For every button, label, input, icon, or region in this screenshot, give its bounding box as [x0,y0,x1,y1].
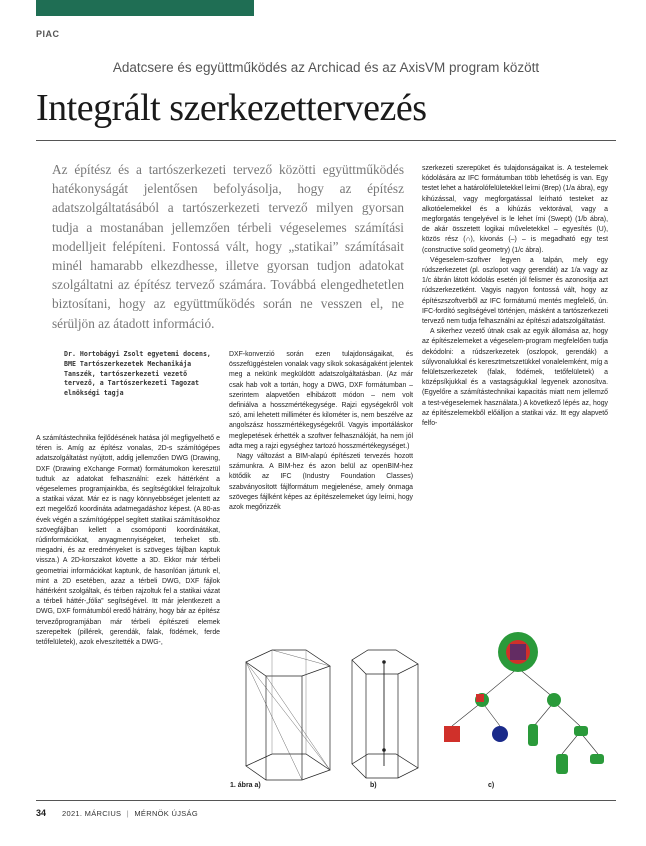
body-paragraph: A sikerhez vezető útnak csak az egyik állomása az, hogy az építészelemeket a végeselem-program megfelelően tudja dekódolni: a rúdszerkezetek (oszlopok, gerendák) a súlyvonalukkal és keresztmetszetükkel vonalelemként, míg a felületszerkezetek (falak, födémek, tetőfelületek) a középsíkjukkal és a vastagságukkal legyenek azonosítva. (Egyelőre a számítástechnikai kapacitás miatt nem jellemző a test-végeselemek használata.) A következő lépés az, hogy az építészelemekből előálljon a statikai váz. Itt egy alapvető felfo- [422,328,608,428]
body-paragraph: Végeselem-szoftver legyen a talpán, mely egy rúdszerkezetet (pl. oszlopot vagy gerendát) az 1/a vagy az 1/c ábrán látott kódolás esetén jól felismer és azonosítja azt rúdszerkezetként. Vagyis nagyon fontossá vált, hogy az építészszoftverből az IFC formátumú mentés megfelelő, ún. IFC-fordító segítségével történjen, másként a tartószerkezeti tervező nem tudja felhasználni az építészi adatszolgáltatást. [422,256,608,326]
figure-b-swept-solid [348,646,426,786]
figure-label-b: b) [370,782,377,789]
section-color-bar [36,0,254,16]
figure-label-c: c) [488,782,495,789]
figure-a-brep-wireframe [232,646,356,786]
lead-paragraph: Az építész és a tartószerkezeti tervező közötti együttműködés hatékonyságát jelentősen befolyásolja, hogy az építész adatszolgáltatásából a tartószerkezeti tervező milyen gyorsan tudja a mostanában jellemzően térbeli végeselemes számítási modelljeit felépíteni. Fontossá vált, hogy „statikai” számításait minél hamarabb elkezdhesse, illetve gyorsan tudjon adatokat szolgáltatni az építész tervező számára. Továbbá elengedhetetlen biztosítani, hogy az együttműködés során ne vesszen el, ne sérüljön az átadott információ. [52,162,404,331]
body-paragraph: szerkezeti szerepüket és tulajdonságaikat is. A testelemek kódolására az IFC formátumban több lehetőség is van. Egy testet lehet a határolófelületekkel leírni (Brep) (1/a ábra), egy kihúzással, vagy megforgatással leírható testeket az alkotóelemekkel és a kihúzás vektorával, vagy a megforgatás tengelyével is le lehet írni (Swept) (1/b ábra), de akár összetett logikai műveletekkel – egyesítés (U), közös rész (∩), kivonás (–) – is megadható egy test (constructive solid geometry) (1/c ábra). [422,165,608,254]
figure-label-a: 1. ábra a) [230,782,261,789]
footer-divider [36,800,616,801]
page-number: 34 [36,808,47,818]
body-column-right [422,164,608,429]
article-subtitle: Adatcsere és együttműködés az Archicad és az AxisVM program között [112,60,540,75]
body-paragraph: DXF-konverzió során ezen tulajdonságaikat, és összefüggéstelen vonalak vagy síkok sokaságaként jelentek meg a nekünk megküldött adatszolgáltatásban. (Az már csak hab volt a tortán, hogy a DWG, DXF formátumban – szerintem alapvetően elhibázott módon – nem volt definiálva a hosszmértékegysége. Rajzi egységekről volt szó, ami lehetett milliméter és kilométer is, nem beszélve az angolszász hosszmértékegységekről. Vagyis importáláskor meglepetések érhették a szoftver felhasználóját, ha nem jól adta meg a rajzi egységhez tartozó hosszmértékegységet.) [229,351,413,450]
section-label: PIAC [36,29,60,39]
footer-info [62,809,198,818]
body-column-middle [229,350,413,513]
issue-date: 2021. MÁRCIUS [62,809,122,818]
figure-c-csg-tree [430,622,610,792]
body-paragraph: A számítástechnika fejlődésének hatása jól megfigyelhető e téren is. Amíg az építész vonalas, 2D-s számítógépes adatszolgáltatást nyújtott, addig jellemzően DWG (Drawing, DXF (Drawing eXchange Format) formátumokon keresztül tudtuk az adatokat felhasználni: ezek háttérként a végeselemes programjainkba, és segítségükkel felrajzoltuk a statikai vázat. Már ez is nagy könnyebbséget jelentett az ezt megelőző koordináta adatmegadáshoz képest. (A 80-as évek végén a számítógéppel segített statikai számításokhoz szövegfájlban kellett a csomóponti koordinátákat, rúdinformációkat, anyagmennyiségeket, terheket stb. megadni, és az eredményeket is szöveges fájlban kaptuk vissza.) A 2D-korszakot követte a 3D. Ekkor már térbeli geometriai információkat kaptunk, de hasonlóan jártunk el, mint a 2D esetében, azaz a térbeli DWG, DXF fájlok háttérként szolgáltak, és térben rajzoltuk fel a statikai vázat a térbeli háttér-„fólia” segítségével. Itt már jelentkezett a DWG, DXF formátumból eredő hátrány, hogy bár az építész tervezőprogramjában már térbeli építészeti elemek szerepeltek (pillérek, gerendák, falak, födémek, ferde tetőfelületek), azok elveszítették a DWG-, [36,435,220,647]
body-paragraph: Nagy változást a BIM-alapú építészeti tervezés hozott számunkra. A BIM-hez és azon belül az openBIM-hez kötődik az IFC (Industry Foundation Classes) szabványosított fájlformátum megjelenése, amely önmaga szöveges fájlként képes az építészelemeket úgy leírni, hogy azok megőrizzék [229,453,413,512]
author-info: Dr. Hortobágyi Zsolt egyetemi docens, BME Tartószerkezetek Mechanikája Tanszék, tartószerkezeti vezető tervező, a Tartószerkezeti Tagozat elnökségi tagja [64,350,211,398]
article-title: Integrált szerkezettervezés [36,87,427,129]
body-column-left [36,434,220,648]
title-divider [36,140,616,141]
magazine-name: MÉRNÖK ÚJSÁG [134,809,198,818]
footer-separator: | [126,809,129,818]
